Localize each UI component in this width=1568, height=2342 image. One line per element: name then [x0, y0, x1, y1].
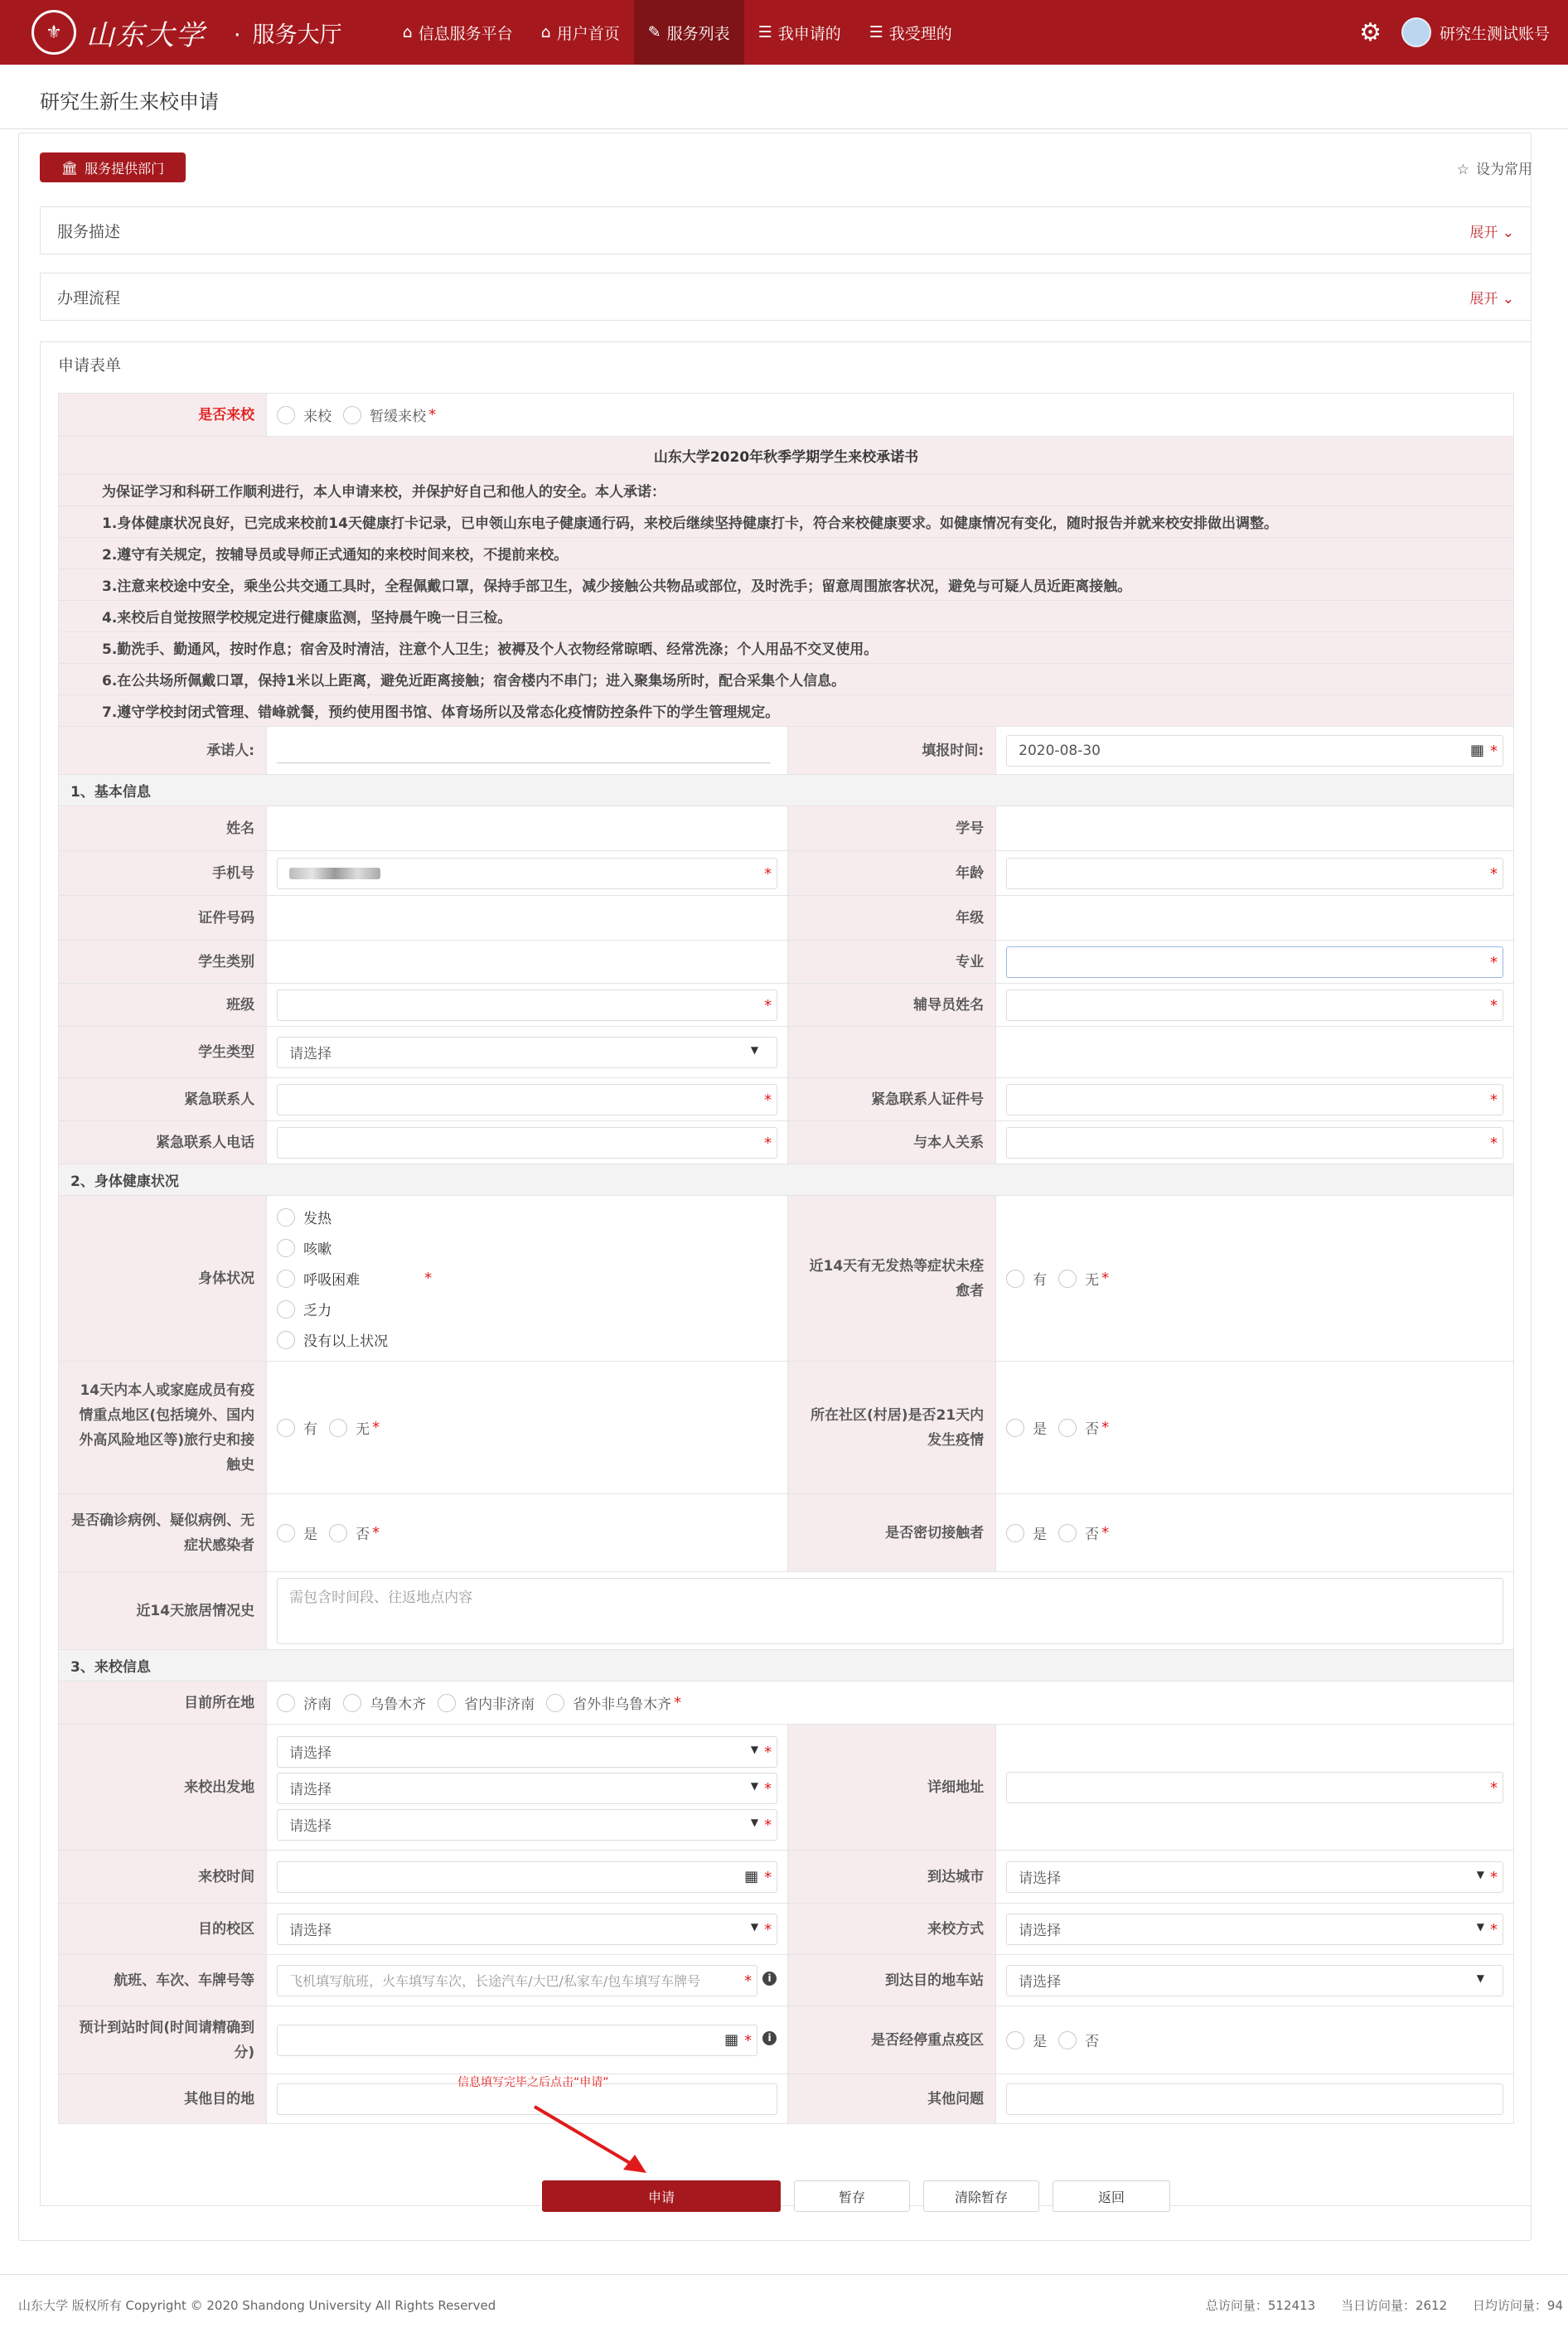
relation-label: 与本人关系 — [788, 1121, 996, 1164]
radio-urumqi[interactable] — [343, 1692, 426, 1713]
phone-blurred-value — [289, 868, 380, 879]
student-type-label: 学生类型 — [59, 1027, 267, 1078]
service-hall-label: 服务大厅 — [252, 22, 342, 48]
pledge-line: 为保证学习和科研工作顺利进行，本人申请来校，并保护好自己和他人的安全。本人承诺： — [59, 475, 1514, 506]
option-fever[interactable] — [277, 1202, 388, 1232]
other-destination-label: 其他目的地 — [59, 2074, 267, 2124]
favorite-button[interactable] — [1457, 157, 1532, 178]
radio-label: 来校 — [303, 409, 332, 425]
university-logo[interactable] — [31, 0, 206, 65]
section-basic-info: 1、基本信息 — [59, 775, 1514, 806]
radio-come[interactable] — [277, 404, 332, 425]
radio-circle[interactable] — [1006, 1524, 1024, 1542]
class-label: 班级 — [59, 984, 267, 1027]
section-arrival: 3、来校信息 — [59, 1650, 1514, 1681]
submit-hint: 信息填写完毕之后点击“申请” — [457, 2076, 609, 2089]
required-star: * — [1490, 1920, 1498, 1938]
required-star: * — [1490, 742, 1498, 760]
required-star: * — [764, 1868, 772, 1886]
departure-city-select[interactable] — [277, 1773, 777, 1804]
risk-area-radio-group — [277, 1417, 777, 1438]
pledge-line: 3.注意来校途中安全，乘坐公共交通工具时，全程佩戴口罩，保持手部卫生，减少接触公共物品或部位，及时洗手；留意周围旅客状况，避免与可疑人员近距离接触。 — [59, 569, 1514, 601]
input-placeholder: 飞机填写航班，火车填写车次，长途汽车/大巴/私家车/包车填写车牌号 — [289, 1973, 701, 1989]
radio-none[interactable] — [329, 1417, 380, 1438]
select-placeholder: 请选择 — [289, 1782, 332, 1798]
eta-label: 预计到站时间(时间请精确到分) — [59, 2006, 267, 2074]
main-nav — [389, 0, 966, 65]
option-label: 咳嗽 — [303, 1241, 332, 1258]
radio-none[interactable] — [1058, 1268, 1109, 1289]
nav-service-list[interactable] — [634, 0, 744, 65]
list-icon: ☰ — [757, 23, 772, 41]
fever14-radio-group — [1006, 1268, 1503, 1289]
logo-text: 山东大学 — [86, 18, 206, 52]
favorite-label: 设为常用 — [1476, 162, 1532, 178]
other-questions-label: 其他问题 — [788, 2074, 996, 2124]
calendar-icon[interactable]: ▦ — [724, 2030, 739, 2049]
total-visits: 总访问量：512413 — [1205, 2298, 1316, 2313]
phone-label: 手机号 — [59, 851, 267, 896]
chevron-down-icon: ⌄ — [1502, 224, 1514, 241]
checkbox-circle[interactable] — [277, 1270, 295, 1288]
student-id-label: 学号 — [788, 806, 996, 851]
radio-label: 是 — [303, 1527, 318, 1543]
caret-down-icon: ▼ — [750, 1779, 759, 1792]
expand-toggle[interactable] — [1469, 287, 1514, 307]
radio-circle[interactable] — [1058, 1419, 1077, 1437]
arrival-time-label: 来校时间 — [59, 1851, 267, 1904]
expand-label: 展开 — [1469, 224, 1498, 241]
student-type-select[interactable] — [277, 1037, 777, 1068]
caret-down-icon: ▼ — [750, 1043, 759, 1056]
pledge-title: 山东大学2020年秋季学期学生来校承诺书 — [59, 437, 1514, 475]
radio-label: 乌鲁木齐 — [370, 1696, 427, 1713]
pledge-line: 2.遵守有关规定，按辅导员或导师正式通知的来校时间来校，不提前来校。 — [59, 538, 1514, 569]
empty-label — [788, 1027, 996, 1078]
accordion-title: 服务描述 — [57, 222, 121, 241]
gear-icon[interactable]: ⚙ — [1359, 17, 1382, 47]
provider-button-label: 服务提供部门 — [85, 160, 165, 177]
fever14-label: 近14天有无发热等症状未痊愈者 — [788, 1196, 996, 1362]
chevron-down-icon: ⌄ — [1502, 290, 1514, 307]
nav-label: 我申请的 — [777, 24, 841, 43]
radio-have[interactable] — [277, 1417, 317, 1438]
radio-label: 是 — [1033, 1421, 1048, 1438]
radio-circle[interactable] — [1006, 1419, 1024, 1437]
caret-down-icon: ▼ — [1476, 1868, 1484, 1880]
radio-circle[interactable] — [438, 1694, 456, 1712]
required-star: * — [744, 1972, 753, 1990]
clear-draft-button[interactable]: 清除暂存 — [923, 2180, 1039, 2212]
fill-time-input[interactable] — [1006, 735, 1503, 767]
bank-icon: 🏛 — [60, 159, 79, 176]
required-star: * — [764, 864, 772, 883]
radio-circle[interactable] — [1006, 2031, 1024, 2049]
select-placeholder: 请选择 — [289, 1046, 332, 1062]
top-navbar — [0, 0, 1568, 65]
phone-input[interactable] — [277, 858, 777, 889]
arrival-station-select[interactable] — [1006, 1965, 1503, 1996]
radio-label: 否 — [1085, 2034, 1100, 2050]
detail-address-label: 详细地址 — [788, 1725, 996, 1851]
travel-history-label: 近14天旅居情况史 — [59, 1572, 267, 1650]
class-input[interactable] — [277, 990, 777, 1021]
confirmed-case-radio-group — [277, 1522, 777, 1543]
id-number-label: 证件号码 — [59, 896, 267, 941]
application-form — [58, 393, 1514, 2124]
radio-circle[interactable] — [343, 406, 361, 424]
radio-yes[interactable] — [1006, 1417, 1047, 1438]
required-star: * — [1101, 1419, 1110, 1436]
select-placeholder: 请选择 — [1019, 1923, 1062, 1939]
current-location-radio-group — [277, 1692, 1503, 1713]
required-star: * — [764, 1816, 772, 1834]
close-contact-label: 是否密切接触者 — [788, 1494, 996, 1572]
pledge-line: 7.遵守学校封闭式管理、错峰就餐，预约使用图书馆、体育场所以及常态化疫情防控条件下的学生管理规定。 — [59, 695, 1514, 727]
section-health: 2、身体健康状况 — [59, 1164, 1514, 1196]
radio-yes[interactable] — [1006, 2030, 1047, 2050]
pledge-line: 5.勤洗手、勤通风，按时作息；宿舍及时清洁，注意个人卫生；被褥及个人衣物经常晾晒、经常洗涤；个人用品不交叉使用。 — [59, 632, 1514, 664]
radio-circle[interactable] — [1006, 1270, 1024, 1288]
required-star: * — [674, 1694, 682, 1711]
required-star: * — [764, 1134, 772, 1152]
radio-label: 否 — [356, 1527, 370, 1543]
process-accordion[interactable] — [40, 273, 1532, 321]
radio-out-province[interactable] — [546, 1692, 681, 1713]
radio-circle[interactable] — [329, 1419, 347, 1437]
student-category-value — [267, 941, 788, 984]
promiser-label: 承诺人: — [59, 727, 267, 775]
grade-label: 年级 — [788, 896, 996, 941]
radio-label: 是 — [1033, 1527, 1048, 1543]
title-divider — [0, 128, 1568, 129]
option-breathing[interactable] — [277, 1263, 388, 1294]
pledge-line: 1.身体健康状况良好，已完成来校前14天健康打卡记录，已申领山东电子健康通行码，来校后继续坚持健康打卡，符合来校健康要求。如健康情况有变化，随时报告并就来校安排做出调整。 — [59, 506, 1514, 538]
required-star: * — [424, 1270, 433, 1287]
radio-in-province[interactable] — [438, 1692, 535, 1713]
departure-label: 来校出发地 — [59, 1725, 267, 1851]
nav-my-applications[interactable] — [744, 0, 855, 65]
service-desc-accordion[interactable] — [40, 206, 1532, 254]
name-value — [267, 806, 788, 851]
calendar-icon[interactable]: ▦ — [1469, 741, 1484, 759]
radio-yes[interactable] — [1006, 1522, 1047, 1543]
footer — [0, 2274, 1568, 2342]
caret-down-icon: ▼ — [1476, 1972, 1484, 1984]
detail-address-input[interactable] — [1006, 1772, 1503, 1803]
today-visits: 当日访问量：2612 — [1340, 2298, 1448, 2313]
required-star: * — [1490, 1868, 1498, 1886]
emergency-contact-input[interactable] — [277, 1084, 777, 1115]
id-number-value — [267, 896, 788, 941]
checkbox-circle[interactable] — [277, 1331, 295, 1349]
radio-circle[interactable] — [1058, 2031, 1077, 2049]
come-to-school-label: 是否来校 — [59, 394, 267, 437]
arrival-station-label: 到达目的地车站 — [788, 1955, 996, 2006]
form-title: 申请表单 — [58, 356, 122, 375]
eta-input[interactable] — [277, 2025, 772, 2056]
nav-label: 我受理的 — [888, 24, 952, 43]
user-area — [1359, 0, 1568, 65]
radio-circle[interactable] — [277, 1524, 295, 1542]
radio-circle[interactable] — [1058, 1270, 1077, 1288]
radio-label: 无 — [1085, 1272, 1100, 1289]
age-label: 年龄 — [788, 851, 996, 896]
major-input[interactable] — [1006, 946, 1503, 978]
radio-postpone[interactable] — [343, 404, 436, 425]
radio-label: 无 — [356, 1421, 370, 1438]
daily-avg-visits: 日均访问量：94 — [1472, 2298, 1563, 2313]
target-campus-select[interactable] — [277, 1914, 777, 1945]
university-seal-icon: ⚜ — [31, 10, 76, 55]
provider-button[interactable] — [40, 152, 186, 182]
option-cough[interactable] — [277, 1232, 388, 1263]
calendar-icon[interactable]: ▦ — [744, 1867, 759, 1885]
home-icon: ⌂ — [540, 23, 551, 41]
fill-time-label: 填报时间: — [788, 727, 996, 775]
required-star: * — [372, 1419, 380, 1436]
health-status-options — [277, 1202, 399, 1355]
radio-circle[interactable] — [1058, 1524, 1077, 1542]
arrival-time-input[interactable] — [277, 1861, 777, 1893]
radio-no[interactable] — [1058, 2030, 1099, 2050]
radio-circle[interactable] — [277, 1419, 295, 1437]
nav-label: 用户首页 — [556, 24, 620, 43]
departure-district-select[interactable] — [277, 1809, 777, 1841]
expand-label: 展开 — [1469, 290, 1498, 307]
red-arrow-annotation — [522, 2097, 655, 2180]
caret-down-icon: ▼ — [1476, 1920, 1484, 1933]
expand-toggle[interactable] — [1469, 220, 1514, 241]
radio-circle[interactable] — [546, 1694, 564, 1712]
radio-circle[interactable] — [329, 1524, 347, 1542]
required-star: * — [764, 1743, 772, 1761]
fill-time-value: 2020-08-30 — [1019, 742, 1101, 759]
option-label: 没有以上状况 — [303, 1333, 389, 1350]
current-location-label: 目前所在地 — [59, 1681, 267, 1725]
required-star: * — [1490, 1134, 1498, 1152]
radio-yes[interactable] — [277, 1522, 317, 1543]
option-fatigue[interactable] — [277, 1294, 388, 1324]
required-star: * — [1490, 953, 1498, 971]
required-star: * — [1490, 1091, 1498, 1109]
emergency-phone-input[interactable] — [277, 1127, 777, 1159]
arrival-city-select[interactable] — [1006, 1861, 1503, 1893]
home-icon: ⌂ — [402, 23, 413, 41]
radio-have[interactable] — [1006, 1268, 1047, 1289]
other-questions-input[interactable] — [1006, 2083, 1503, 2115]
required-star: * — [764, 1779, 772, 1798]
student-category-label: 学生类别 — [59, 941, 267, 984]
travel-mode-label: 来校方式 — [788, 1904, 996, 1955]
empty-cell — [996, 1027, 1514, 1078]
health-status-label: 身体状况 — [59, 1196, 267, 1362]
select-placeholder: 请选择 — [289, 1745, 332, 1762]
star-icon: ☆ — [1456, 162, 1469, 178]
close-contact-radio-group — [1006, 1522, 1503, 1543]
required-star: * — [1490, 864, 1498, 883]
emergency-id-input[interactable] — [1006, 1084, 1503, 1115]
caret-down-icon: ▼ — [750, 1816, 759, 1828]
flight-number-input[interactable] — [277, 1965, 772, 1996]
pledge-line: 6.在公共场所佩戴口罩，保持1米以上距离，避免近距离接触；宿舍楼内不串门；进入聚集场所时，配合采集个人信息。 — [59, 664, 1514, 695]
travel-history-textarea[interactable] — [277, 1578, 1503, 1644]
submit-button[interactable]: 申请 — [542, 2180, 781, 2212]
select-placeholder: 请选择 — [1019, 1870, 1062, 1887]
edit-icon: ✎ — [647, 23, 661, 41]
community-label: 所在社区(村居)是否21天内发生疫情 — [788, 1362, 996, 1494]
visit-stats — [1184, 2296, 1563, 2314]
radio-label: 是 — [1033, 2034, 1048, 2050]
required-star: * — [372, 1524, 380, 1541]
accordion-title: 办理流程 — [57, 288, 121, 307]
counselor-input[interactable] — [1006, 990, 1503, 1021]
save-draft-button[interactable]: 暂存 — [794, 2180, 910, 2212]
emergency-contact-label: 紧急联系人 — [59, 1078, 267, 1121]
required-star: * — [428, 406, 437, 423]
radio-label: 济南 — [303, 1696, 332, 1713]
radio-circle[interactable] — [343, 1694, 361, 1712]
radio-label: 暂缓来校 — [370, 409, 427, 425]
checkbox-circle[interactable] — [277, 1300, 295, 1319]
radio-no[interactable] — [1058, 1522, 1109, 1543]
radio-label: 否 — [1085, 1421, 1100, 1438]
grade-value — [996, 896, 1514, 941]
radio-circle[interactable] — [277, 406, 295, 424]
back-button[interactable]: 返回 — [1053, 2180, 1170, 2212]
nav-label: 服务列表 — [666, 24, 730, 43]
radio-circle[interactable] — [277, 1694, 295, 1712]
caret-down-icon: ▼ — [750, 1743, 759, 1755]
high-risk-stop-radio-group — [1006, 2030, 1503, 2050]
required-star: * — [764, 996, 772, 1014]
radio-no[interactable] — [1058, 1417, 1109, 1438]
student-id-value — [996, 806, 1514, 851]
avatar[interactable] — [1401, 17, 1431, 47]
info-icon[interactable]: i — [762, 2031, 777, 2045]
textarea-placeholder: 需包含时间段、往返地点内容 — [289, 1589, 473, 1606]
emergency-phone-label: 紧急联系人电话 — [59, 1121, 267, 1164]
major-label: 专业 — [788, 941, 996, 984]
name-label: 姓名 — [59, 806, 267, 851]
radio-label: 省外非乌鲁木齐 — [573, 1696, 672, 1713]
required-star: * — [1490, 996, 1498, 1014]
radio-label: 省内非济南 — [464, 1696, 535, 1713]
confirmed-case-label: 是否确诊病例、疑似病例、无症状感染者 — [59, 1494, 267, 1572]
option-label: 发热 — [303, 1211, 332, 1227]
radio-label: 有 — [1033, 1272, 1048, 1289]
list-icon: ☰ — [869, 23, 883, 41]
username[interactable]: 研究生测试账号 — [1439, 24, 1550, 43]
nav-my-handled[interactable] — [855, 0, 966, 65]
counselor-label: 辅导员姓名 — [788, 984, 996, 1027]
target-campus-label: 目的校区 — [59, 1904, 267, 1955]
departure-province-select[interactable] — [277, 1736, 777, 1768]
radio-no[interactable] — [329, 1522, 380, 1543]
checkbox-circle[interactable] — [277, 1208, 295, 1227]
arrival-city-label: 到达城市 — [788, 1851, 996, 1904]
relation-input[interactable] — [1006, 1127, 1503, 1159]
service-hall-title: · 服务大厅 — [234, 22, 342, 48]
nav-user-home[interactable] — [527, 0, 634, 65]
promiser-input[interactable] — [277, 738, 771, 763]
emergency-id-label: 紧急联系人证件号 — [788, 1078, 996, 1121]
option-label: 乏力 — [303, 1303, 332, 1319]
risk-area-label: 14天内本人或家庭成员有疫情重点地区(包括境外、国内外高风险地区等)旅行史和接触史 — [59, 1362, 267, 1494]
option-none[interactable] — [277, 1324, 388, 1355]
age-input[interactable] — [1006, 858, 1503, 889]
caret-down-icon: ▼ — [750, 1920, 759, 1933]
required-star: * — [1101, 1270, 1110, 1287]
page-title: 研究生新生来校申请 — [40, 90, 219, 114]
high-risk-stop-label: 是否经停重点疫区 — [788, 2006, 996, 2074]
checkbox-circle[interactable] — [277, 1239, 295, 1257]
option-label: 呼吸困难 — [303, 1272, 361, 1289]
select-placeholder: 请选择 — [289, 1818, 332, 1835]
radio-label: 有 — [303, 1421, 318, 1438]
required-star: * — [1101, 1524, 1110, 1541]
select-placeholder: 请选择 — [289, 1923, 332, 1939]
action-buttons — [542, 2180, 1183, 2212]
travel-mode-select[interactable] — [1006, 1914, 1503, 1945]
radio-jinan[interactable] — [277, 1692, 332, 1713]
required-star: * — [744, 2031, 753, 2049]
come-to-school-radio-group — [277, 404, 1503, 425]
pledge-line: 4.来校后自觉按照学校规定进行健康监测，坚持晨午晚一日三检。 — [59, 601, 1514, 632]
nav-label: 信息服务平台 — [418, 24, 513, 43]
flight-number-label: 航班、车次、车牌号等 — [59, 1955, 267, 2006]
info-icon[interactable]: i — [762, 1972, 777, 1986]
nav-info-platform[interactable] — [389, 0, 527, 65]
radio-label: 否 — [1085, 1527, 1100, 1543]
community-radio-group — [1006, 1417, 1503, 1438]
select-placeholder: 请选择 — [1019, 1974, 1062, 1991]
required-star: * — [1490, 1778, 1498, 1797]
required-star: * — [764, 1091, 772, 1109]
copyright: 山东大学 版权所有 Copyright © 2020 Shandong University All Rights Reserved — [18, 2298, 496, 2313]
required-star: * — [764, 1920, 772, 1938]
